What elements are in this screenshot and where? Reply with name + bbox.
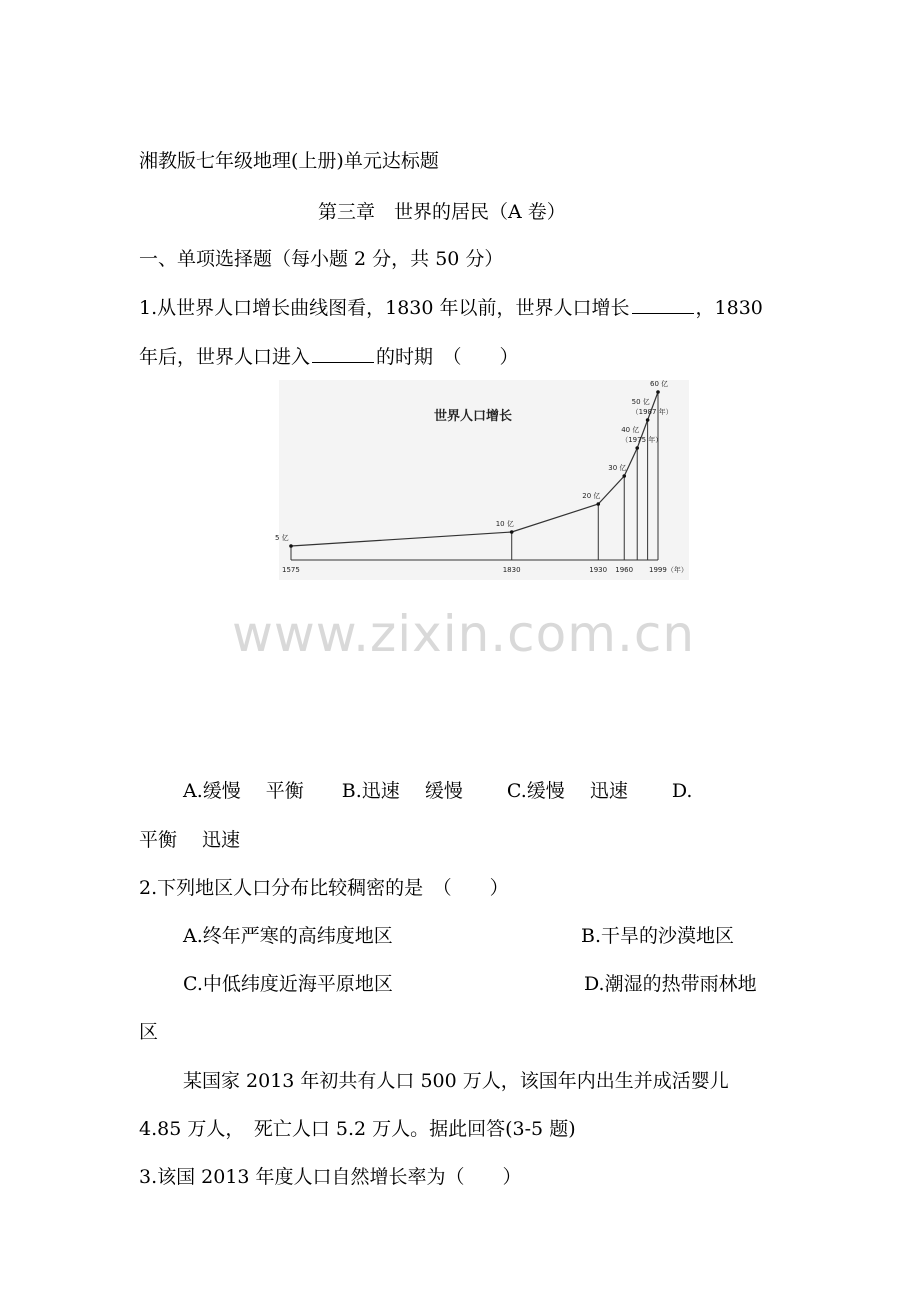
question-1-options-line-1: A.缓慢 平衡 B.迅速 缓慢 C.缓慢 迅速 D. <box>183 780 693 802</box>
q1-text-c: 年后，世界人口进入 <box>139 346 311 368</box>
answer-blank <box>312 361 374 363</box>
watermark: www.zixin.com.cn <box>232 605 696 663</box>
data-point <box>510 530 514 534</box>
data-point <box>635 446 639 450</box>
population-growth-chart <box>275 380 689 580</box>
q1-text-d: 的时期 （ ） <box>376 346 519 368</box>
question-3: 3.该国 2013 年度人口自然增长率为（ ） <box>139 1166 522 1188</box>
q1-text-a: 1.从世界人口增长曲线图看，1830 年以前，世界人口增长 <box>139 297 630 319</box>
data-label: 20 亿 <box>582 492 601 500</box>
x-tick-label: 1575 <box>282 566 300 574</box>
chart-title: 世界人口增长 <box>434 409 513 424</box>
data-label: 60 亿 <box>650 380 669 388</box>
chapter-heading: 第三章 世界的居民（A 卷） <box>318 201 566 223</box>
question-2-option-a: A.终年严寒的高纬度地区 <box>183 925 393 947</box>
answer-blank <box>632 312 694 314</box>
q1-text-b: ，1830 <box>695 297 763 319</box>
data-label: （1987 年） <box>631 408 673 416</box>
data-point <box>596 502 600 506</box>
data-label: 50 亿 <box>631 398 650 406</box>
data-point <box>622 474 626 478</box>
question-2-option-b: B.干旱的沙漠地区 <box>581 925 735 947</box>
chart-svg <box>275 380 689 580</box>
data-label: 30 亿 <box>608 464 627 472</box>
question-2-option-c: C.中低纬度近海平原地区 <box>183 973 393 995</box>
x-tick-label: 1999（年） <box>649 566 688 574</box>
x-tick-label: 1960 <box>615 566 634 574</box>
doc-title: 湘教版七年级地理(上册)单元达标题 <box>139 150 439 172</box>
data-point <box>646 418 650 422</box>
data-label: （1975 年） <box>621 436 663 444</box>
x-tick-label: 1830 <box>502 566 521 574</box>
data-point <box>656 390 660 394</box>
question-2-option-d-cont: 区 <box>139 1021 159 1043</box>
passage-line-2: 4.85 万人， 死亡人口 5.2 万人。据此回答(3-5 题) <box>139 1118 576 1140</box>
data-label: 10 亿 <box>495 520 514 528</box>
question-1-line-1 <box>139 293 763 320</box>
question-2-option-d: D.潮湿的热带雨林地 <box>584 973 757 995</box>
data-label: 40 亿 <box>621 426 640 434</box>
data-label: 5 亿 <box>275 534 289 542</box>
question-1-options-line-2: 平衡 迅速 <box>139 829 241 851</box>
question-2: 2.下列地区人口分布比较稠密的是 （ ） <box>139 877 509 899</box>
question-1-line-2 <box>139 342 519 369</box>
x-tick-label: 1930 <box>589 566 608 574</box>
data-point <box>289 544 293 548</box>
passage-line-1: 某国家 2013 年初共有人口 500 万人，该国年内出生并成活婴儿 <box>183 1070 729 1092</box>
section-heading: 一、单项选择题（每小题 2 分，共 50 分） <box>139 248 504 270</box>
